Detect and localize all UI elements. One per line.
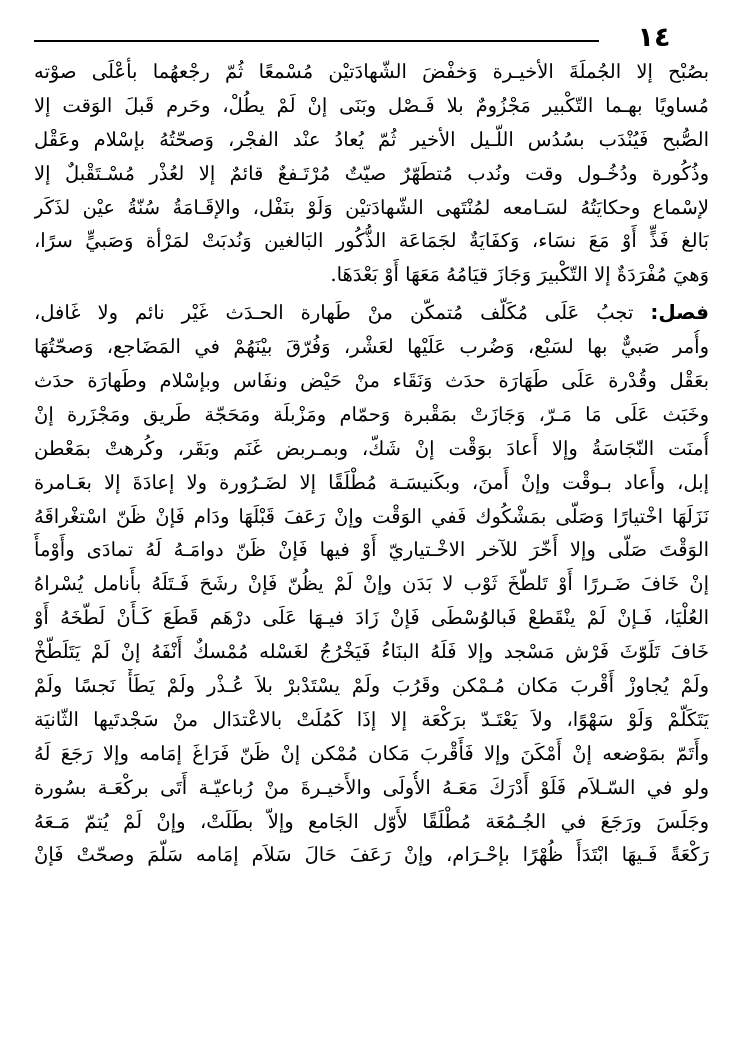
- header-rule: [34, 40, 599, 42]
- paragraph: [34, 55, 709, 292]
- text-line: إبل، وأَعاد بـوقْت وإنْ أَمنَ، وبكَنيسَـة مُطْلَقًا إلا لضَـرُورة ولا إعادَةَ إلا بعَـامرة: [34, 470, 709, 494]
- text-line: وخَبَث عَلَى مَا مَـرّ، وَجَازَتْ بمَقْبرة وَحمّام ومَزْبلَة ومَحَجّة طَريق ومَجْزَرة إنْ: [34, 402, 709, 426]
- text-line: وأَتَمّ بمَوْضعه إنْ أَمْكَنَ وإلا فَأَقْربَ مَكان مُمْكن إنْ ظَنّ فَرَاغَ إمَامه وإلا رَجَعَ لَهُ: [34, 741, 709, 765]
- text-line: أُمنَت النّجَاسَةُ وإلا أَعادَ بوَقْت إنْ شَكّ، وبمـربض غَنَم وبَقَر، وكُرهتْ بمَعْطن: [34, 436, 709, 460]
- text-line: يَتَكَلّمْ وَلَوْ سَهْوًا، ولاَ يَعْتَـدّ برَكْعَة إلا إذَا كَمُلَتْ بالاعْتدَال منْ سَجْدتَيها الثّانيَة: [34, 707, 709, 731]
- section-first-line: تجبُ عَلَى مُكَلّف مُتمكّن منْ طَهارة الحـدَث غَيْر نائم ولا غَافل،: [34, 301, 634, 325]
- text-line: لإسْماع وحكايَتُهُ لسَـامعه لمُنْتَهى الشّهادَتيْن وَلَوْ بنَفْل، والإقَـامَةُ سُنّةُ عيْن لذَكَر: [34, 195, 709, 219]
- text-line: وَهيَ مُفْرَدَةٌ إلا التّكْبيرَ وَجَازَ قيَامُهُ مَعَهَا أَوْ بَعْدَهَا.: [330, 263, 709, 287]
- text-line: مُساويًا بهـما التّكْبير مَجْزُومٌ بلا فَـصْل وبَنَى إنْ لَمْ يطُلْ، وحَرم قَبلَ الوَقت إلا: [34, 93, 709, 117]
- text-line: إنْ خَافَ ضَـررًا أَوْ تَلطّخَ ثَوْب لا بَدَن وإنْ لَمْ يظُنّ فَإنْ رشَحَ فَـتَلَهُ بأَنامل يُسْراهُ: [34, 572, 709, 596]
- text-line: ولو في السّـلاَم فَلَوْ أَدْرَكَ مَعَـهُ الأُولَى والأَخيـرةَ منْ رُباعيّـة أَتَى بركْعَـة بسُورة: [34, 775, 709, 799]
- text-line: خَافَ تَلَوّثَ فَرْش مَسْجد وإلا فَلَهُ البنَاءُ فَيَخْرُجُ لغَسْله مُمْسكٌ أَنْفَهُ إنْ لَمْ يَتَلَطّخْ: [34, 640, 709, 664]
- text-line: الوَقْتَ صَلّى وإلا أَخّرَ للآخر الاخْـتياريّ أَوْ فيها فَإنْ ظَنّ دوامَـهُ لَهُ تمادَى وأَوْمأَ: [34, 538, 709, 562]
- text-line: ولَمْ يُجاوزْ أَقْربَ مَكان مُـمْكن وقَرُبَ ولَمْ يسْتَدْبرْ بلاَ عُـذْر ولَمْ يَطَأْ نَجسًا ولَمْ: [34, 674, 709, 698]
- text-line: بَالغ فَذٍّ أَوْ مَعَ نسَاء، وَكفَايَةٌ لجَمَاعَة الذُّكُور البَالغين وَنُدبَتْ لمَرْأة وَصَبيٍّ سرًا،: [34, 229, 709, 253]
- text-line: نَزَلَهَا اخْتيارًا وَصَلّى بمَشْكُوك فَفي الوَقْت وإنْ رَعَفَ قَبْلَهَا ودَام فَإنْ ظَنّ اسْتغْراقَهُ: [34, 504, 709, 528]
- text-line: بصُبْح إلا الجُملَةَ الأخيـرة وَخفْضَ الشّهادَتيْن مُسْمعًا ثُمّ رجْعهُما بأعْلَى صوْته: [34, 60, 709, 83]
- text-line: بعَقْل وقُدْرة عَلَى طَهَارَة حدَث وَنَقَاء منْ حَيْض ونفَاس وبإسْلام وطَهارَة حدَث: [34, 369, 709, 393]
- section: [34, 296, 709, 872]
- text-line: رَكْعَةً فَـيهَا ابْتَدَأَ ظُهْرًا بإحْـرَام، وإنْ رَعَفَ حَالَ سَلاَم إمَامه سَلّمَ وصحّتْ فَإنْ: [34, 843, 709, 867]
- text-line: العُلْيَا، فَـإنْ لَمْ ينْقَطعْ فَبالوُسْطَى فَإنْ زَادَ فيـهَا عَلَى درْهَم قَطَعَ كَـأَنْ لَطّخَهُ أَوْ: [34, 606, 709, 630]
- section-heading: فصل:: [650, 300, 709, 325]
- text-line: وجَلَسَ ورَجَعَ في الجُـمُعَة مُطْلَقًا لأَوّل الجَامع وإلاّ بطَلَتْ، وإنْ لَمْ يُتمّ مَـعَهُ: [34, 809, 709, 833]
- text-line: وذُكُورة ودُخُـول وقت ونُدب مُتطَهّرٌ صيّتٌ مُرْتَـفعٌ قائمٌ إلا لعُذْر مُسْـتَقْبلٌ إلا: [34, 161, 709, 185]
- body-text: [34, 55, 709, 872]
- text-line: الصُّبح فَيُنْدَب بسُدُس اللّـيل الأخير ثُمّ يُعادُ عنْد الفجْر، وَصحّتُهُ بإسْلام وعَقْل: [34, 127, 709, 151]
- page-number: ١٤: [637, 22, 671, 53]
- text-line: [34, 296, 709, 330]
- text-line: وأُمر صَبيٌّ بها لسَبْع، وَضُرب عَلَيْها لعَشْر، وَفُرّقَ بيْنَهُمْ في المَضَاجع، وَصحّتُهَا: [34, 335, 709, 359]
